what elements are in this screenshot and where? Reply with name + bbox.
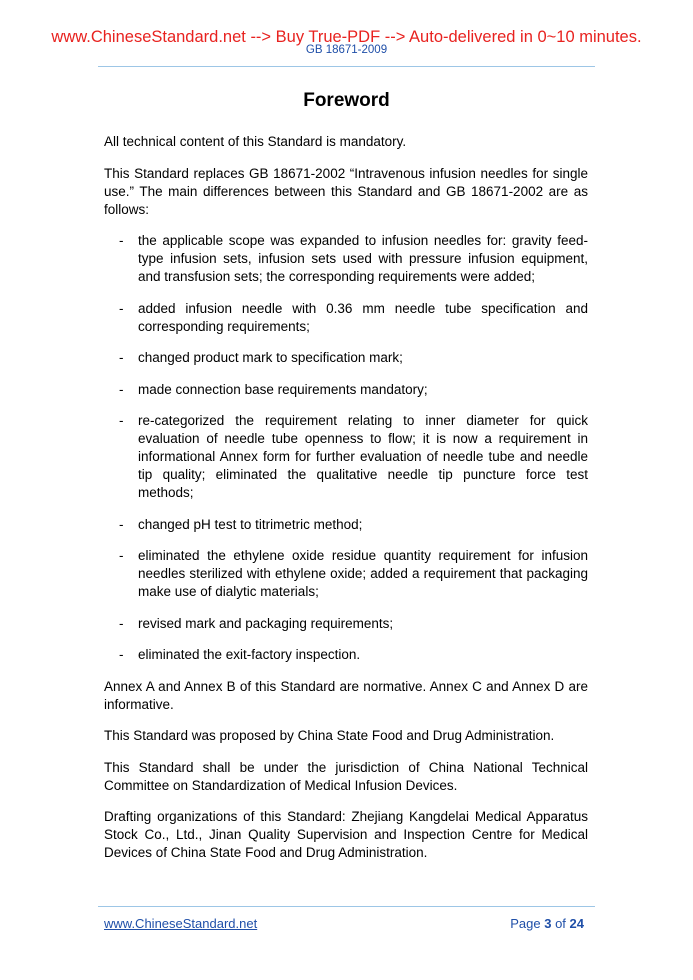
footer-website-link[interactable]: www.ChineseStandard.net	[104, 916, 258, 931]
page-total: 24	[569, 916, 584, 931]
list-item	[104, 547, 588, 601]
list-item-text: changed pH test to titrimetric method;	[138, 516, 363, 532]
list-marker: -	[119, 615, 124, 631]
page-indicator	[510, 916, 584, 932]
list-marker: -	[119, 413, 124, 428]
page-of: of	[555, 916, 566, 931]
list-item	[104, 232, 588, 286]
list-marker: -	[119, 516, 124, 532]
list-marker: -	[119, 300, 124, 316]
list-item	[104, 516, 588, 534]
footer-divider	[98, 906, 595, 907]
foreword-body	[104, 133, 588, 876]
page-current: 3	[544, 916, 552, 931]
list-item	[104, 412, 588, 502]
list-item-text: eliminated the exit-factory inspection.	[138, 647, 361, 662]
list-item	[104, 300, 588, 336]
list-marker: -	[119, 647, 124, 662]
list-marker: -	[119, 233, 124, 248]
list-item	[104, 646, 588, 664]
paragraph-drafting: Drafting organizations of this Standard: Zhejiang Kangdelai Medical Apparatus Stock Co., Ltd., Jinan Quality Supervision and Inspection Centre for Medical Devices of China State Food and Drug Administration.	[104, 809, 588, 860]
paragraph-replaces: This Standard replaces GB 18671-2002 “Intravenous infusion needles for single use.” The main differences between this Standard and GB 18671-2002 are as follows:	[104, 165, 588, 217]
list-item-text: added infusion needle with 0.36 mm needle tube specification and corresponding requirements;	[138, 300, 588, 334]
list-item-text: revised mark and packaging requirements;	[138, 615, 394, 631]
list-item-text: the applicable scope was expanded to infusion needles for: gravity feed-type infusion sets, infusion sets used with pressure infusion equipment, and transfusion sets; the corresponding requirements were added;	[138, 233, 588, 284]
list-marker: -	[119, 350, 124, 365]
document-number: GB 18671-2009	[305, 44, 388, 56]
list-item-text: eliminated the ethylene oxide residue quantity requirement for infusion needles sterilized with ethylene oxide; added a requirement that packaging make use of dialytic materials;	[138, 548, 588, 599]
list-item-text: changed product mark to specification mark;	[138, 350, 403, 365]
paragraph-proposed: This Standard was proposed by China State Food and Drug Administration.	[104, 728, 555, 743]
promo-banner[interactable]: www.ChineseStandard.net --> Buy True-PDF --> Auto-delivered in 0~10 minutes.	[51, 28, 642, 46]
paragraph-mandatory: All technical content of this Standard is mandatory.	[104, 134, 407, 149]
page-title: Foreword	[303, 90, 390, 111]
list-item	[104, 615, 588, 633]
list-marker: -	[119, 381, 124, 397]
paragraph-jurisdiction: This Standard shall be under the jurisdiction of China National Technical Committee on Standardization of Medical Infusion Devices.	[104, 759, 588, 793]
list-item-text: re-categorized the requirement relating to inner diameter for quick evaluation of needle tube openness to flow; it is now a requirement in informational Annex form for further evaluation of needle tube and needle tip quality; eliminated the qualitative needle tip puncture force test methods;	[138, 413, 588, 500]
list-item	[104, 381, 588, 399]
page-label: Page	[510, 916, 541, 931]
list-item	[104, 349, 588, 367]
paragraph-annexes: Annex A and Annex B of this Standard are normative. Annex C and Annex D are informative.	[104, 678, 588, 712]
header-divider	[98, 66, 595, 67]
changes-list	[104, 232, 588, 664]
list-marker: -	[119, 548, 124, 563]
list-item-text: made connection base requirements mandatory;	[138, 381, 428, 397]
